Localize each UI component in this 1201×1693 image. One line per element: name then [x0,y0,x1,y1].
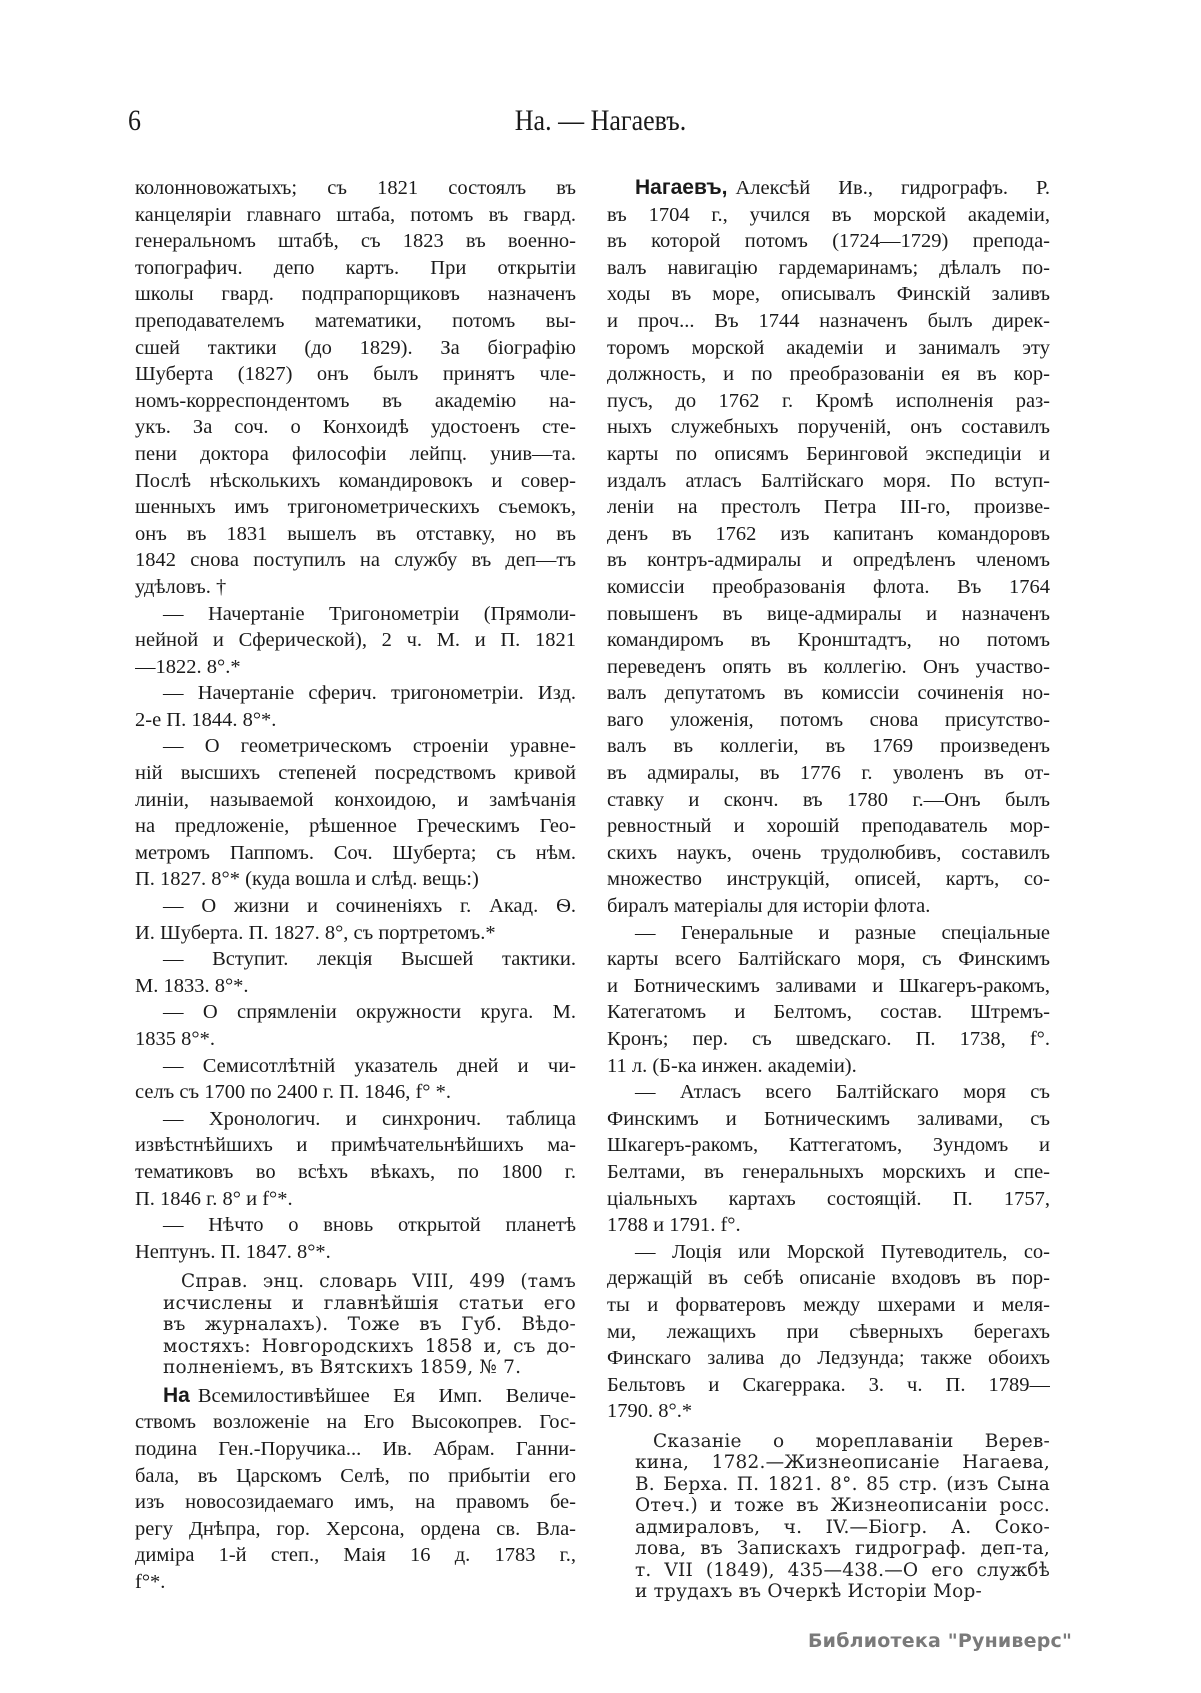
text-line: Отеч.) и тоже въ Жизнеописаніи росс. [635,1495,1050,1517]
work-block [607,1239,1050,1425]
text-line: биралъ матеріалы для исторіи флота. [607,895,931,918]
page-number: 6 [128,103,141,138]
text-line: В. Берха. П. 1821. 8°. 85 стр. (изъ Сына [635,1473,1050,1495]
text-line: линіи, называемой конхоидою, и замѣчанія [135,788,576,811]
text-line: Белтами, въ генеральныхъ морскихъ и спе- [607,1160,1050,1183]
text-line: П. 1827. 8°* (куда вошла и слѣд. вещь:) [135,868,479,891]
text-line: на предложеніе, рѣшенное Греческимъ Гео- [135,815,576,838]
text-line: — Начертаніе Тригонометріи (Прямоли- [163,602,576,625]
text-line: — Семисотлѣтній указатель дней и чи- [163,1054,576,1077]
text-line: 11 л. (Б-ка инжен. академіи). [607,1054,857,1077]
text-line: валъ навигацію гардемаринамъ; дѣлалъ по- [607,256,1050,279]
text-line: въ контръ-адмиралы и опредѣленъ членомъ [607,549,1050,572]
text-line: командиромъ въ Кронштадтъ, но потомъ [607,629,1050,652]
text-line: лова, въ Запискахъ гидрограф. деп-та, [635,1538,1050,1560]
text-line: И. Шуберта. П. 1827. 8°, съ портретомъ.* [135,921,496,944]
text-line: регу Днѣпра, гор. Херсона, ордена св. Вла- [135,1517,576,1540]
text-line: денъ въ 1762 изъ капитанъ командоровъ [607,522,1050,545]
text-line: шенныхъ имъ тригонометрическихъ съемокъ, [135,496,576,519]
text-line: ми, лежащихъ при сѣверныхъ берегахъ [607,1320,1050,1343]
text-line: мостяхъ: Новгородскихъ 1858 и, съ до- [163,1335,576,1357]
running-title: На. — Нагаевъ. [514,103,687,138]
text-line: Категатомъ и Белтомъ, состав. Штремъ- [607,1001,1050,1024]
text-line: комиссіи преобразованія флота. Въ 1764 [607,575,1050,598]
work-block [135,893,576,946]
text-line: ціальныхъ картахъ состоящій. П. 1757, [607,1187,1050,1210]
text-line: ваго уложенія, потомъ снова присутство- [607,708,1050,731]
text-line: М. 1833. 8°*. [135,974,249,997]
right-column [607,175,1050,1607]
text-line: въ адмиралы, въ 1776 г. уволенъ въ от- [607,762,1050,785]
text-line: въ которой потомъ (1724—1729) препода- [607,230,1050,253]
reference-block [607,1431,1050,1603]
text-line: диміра 1-й степ., Маія 16 д. 1783 г., [135,1544,576,1567]
text-line: скихъ наукъ, очень трудолюбивъ, составилъ [607,841,1050,864]
work-block [607,920,1050,1080]
text-line: 2-е П. 1844. 8°*. [135,708,277,731]
text-line: — Начертаніе сферич. тригонометріи. Изд. [163,682,576,705]
text-line: удѣловъ. † [135,575,227,598]
text-line: извѣстнѣйшихъ и примѣчательнѣйшихъ ма- [135,1134,576,1157]
text-line: онъ въ 1831 вышелъ въ отставку, но въ [135,522,576,545]
text-line: ній высшихъ степеней посредствомъ кривой [135,762,576,785]
text-line: 1835 8°*. [135,1028,215,1050]
work-block [135,1106,576,1212]
text-line: Сказаніе о мореплаваніи Верев- [653,1430,1050,1452]
text-line: торомъ морской академіи и занималъ эту [607,336,1050,359]
text-line: сшей тактики (до 1829). За біографію [135,336,576,359]
text-line: генеральномъ штабѣ, съ 1823 въ военно- [135,230,576,253]
text-line: колонновожатыхъ; съ 1821 состоялъ въ [135,177,576,199]
work-block [607,1079,1050,1239]
text-line: П. 1846 г. 8° и f°*. [135,1187,293,1210]
entry-headword: Нагаевъ, [635,176,728,199]
text-line: ставку и сконч. въ 1780 г.—Онъ былъ [607,788,1050,811]
text-line: Шкагеръ-ракомъ, Каттегатомъ, Зундомъ и [607,1134,1050,1157]
work-block [135,946,576,999]
text-line: — Атласъ всего Балтійскаго моря съ [635,1081,1050,1104]
text-line: метромъ Паппомъ. Соч. Шуберта; съ нѣм. [135,841,576,864]
text-line: въ журналахъ). Тоже въ Губ. Вѣдо- [163,1314,576,1336]
text-line: ревностный и хорошій преподаватель мор- [607,815,1050,838]
text-line: пени доктора философіи лейпц. унив—та. [135,442,576,465]
text-line: и проч... Въ 1744 назначенъ былъ дирек- [607,309,1050,332]
text-line: переведенъ опять въ коллегію. Онъ участво- [607,655,1050,678]
text-line: валъ въ коллегіи, въ 1769 произведенъ [607,735,1050,758]
continuation-block [135,175,576,601]
text-line: — Вступит. лекція Высшей тактики. [163,948,576,971]
text-line-content: Алексѣй Ив., гидрографъ. Р. [735,177,1050,199]
text-line: ходы въ море, описывалъ Финскій заливъ [607,283,1050,306]
text-line: канцеляріи главнаго штаба, потомъ въ гвард. [135,203,576,226]
text-line: Бельтовъ и Скагеррака. 3. ч. П. 1789— [607,1373,1050,1396]
text-line: Кронъ; пер. съ шведскаго. П. 1738, f°. [607,1028,1050,1050]
text-line: — Лоція или Морской Путеводитель, со- [635,1240,1050,1263]
entry-block [607,175,1050,920]
text-line: повышенъ въ вице-адмиралы и назначенъ [607,602,1050,625]
text-line: укъ. За соч. о Конхоидѣ удостоенъ сте- [135,416,576,439]
text-line-content: Всемилостивѣйшее Ея Имп. Величе- [197,1384,576,1407]
text-line: — Нѣчто о вновь открытой планетѣ [163,1214,576,1237]
text-line: — О геометрическомъ строеніи уравне- [163,735,576,758]
text-line: бала, въ Царскомъ Селѣ, по прибытіи его [135,1464,576,1487]
text-line: адмираловъ, ч. IV.—Біогр. А. Соко- [635,1516,1050,1538]
text-line: f°*. [135,1571,166,1593]
text-line: — О спрямленіи окружности круга. М. [163,1001,576,1024]
text-line: номъ-корреспондентомъ въ академію на- [135,389,576,412]
reference-block [135,1271,576,1379]
text-line: пусъ, до 1762 г. Кромѣ исполненія раз- [607,389,1050,412]
text-line: школы гвард. подпрапорщиковъ назначенъ [135,283,576,306]
entry-block [135,1383,576,1596]
text-line: 1788 и 1791. f°. [607,1214,741,1237]
library-watermark: Библиотека "Руниверс" [808,1630,1073,1652]
text-line: тематиковъ во всѣхъ вѣкахъ, по 1800 г. [135,1160,576,1183]
text-line: карты по описямъ Беринговой экспедиціи и [607,442,1050,465]
text-line: держащій въ себѣ описаніе входовъ въ пор- [607,1267,1050,1290]
text-line: кина, 1782.—Жизнеописаніе Нагаева, [635,1452,1050,1474]
text-line: валъ депутатомъ въ комиссіи сочиненія но- [607,682,1050,705]
text-line: изъ новосозидаемаго имъ, на правомъ бе- [135,1491,576,1514]
text-line: — Генеральные и разные спеціальные [635,921,1050,944]
text-line: селъ съ 1700 по 2400 г. П. 1846, f° *. [135,1081,451,1104]
text-line: карты всего Балтійскаго моря, съ Финскимъ [607,948,1050,971]
work-block [135,680,576,733]
work-block [135,601,576,681]
text-line [135,1383,576,1410]
text-line: Финскимъ и Ботническимъ заливами, съ [607,1107,1050,1130]
work-block [135,733,576,893]
text-line: и Ботническимъ заливами и Шкагеръ-ракомъ, [607,974,1050,997]
text-line: преподавателемъ математики, потомъ вы- [135,309,576,332]
text-line: Справ. энц. словарь VIII, 499 (тамъ [181,1271,576,1293]
text-line: ствомъ возложеніе на Его Высокопрев. Гос- [135,1411,576,1434]
text-line: 1790. 8°.* [607,1400,693,1423]
text-line: издалъ атласъ Балтійскаго моря. По вступ- [607,469,1050,492]
text-line: полненіемъ, въ Вятскихъ 1859, № 7. [163,1357,522,1379]
text-line: подина Ген.-Поручика... Ив. Абрам. Ганни- [135,1438,576,1461]
text-line: —1822. 8°.* [135,655,241,678]
text-line: 1842 снова поступилъ на службу въ деп—тъ [135,549,576,572]
text-line: Нептунъ. П. 1847. 8°*. [135,1240,331,1263]
text-line: ныхъ служебныхъ порученій, онъ составилъ [607,416,1050,439]
text-line: Финскаго залива до Ледзунда; также обоихъ [607,1347,1050,1370]
left-column [135,175,576,1596]
text-line: и трудахъ въ Очеркѣ Исторіи Мор- [635,1581,982,1603]
text-line [607,175,1050,202]
text-line: въ 1704 г., учился въ морской академіи, [607,203,1050,226]
text-line: топографич. депо картъ. При открытіи [135,256,576,279]
work-block [135,999,576,1052]
text-line: исчислены и главнѣйшія статьи его [163,1292,576,1314]
work-block [135,1053,576,1106]
text-line: Шуберта (1827) онъ былъ принятъ чле- [135,363,576,386]
work-block [135,1212,576,1265]
entry-headword: На [163,1383,190,1407]
text-line: должность, и по преобразованіи ея въ кор- [607,363,1050,386]
text-line: Послѣ нѣсколькихъ командировокъ и совер- [135,469,576,492]
text-line: леніи на престолъ Петра III-го, произве- [607,496,1050,519]
text-line: ты и форватеровъ между шхерами и меля- [607,1293,1050,1316]
text-line: множество инструкцій, описей, картъ, со- [607,868,1050,891]
text-line: — О жизни и сочиненіяхъ г. Акад. Ѳ. [163,895,576,918]
text-line: — Хронологич. и синхронич. таблица [163,1107,576,1130]
text-line: т. VII (1849), 435—438.—О его службѣ [635,1559,1050,1581]
text-line: нейной и Сферической), 2 ч. М. и П. 1821 [135,629,576,652]
